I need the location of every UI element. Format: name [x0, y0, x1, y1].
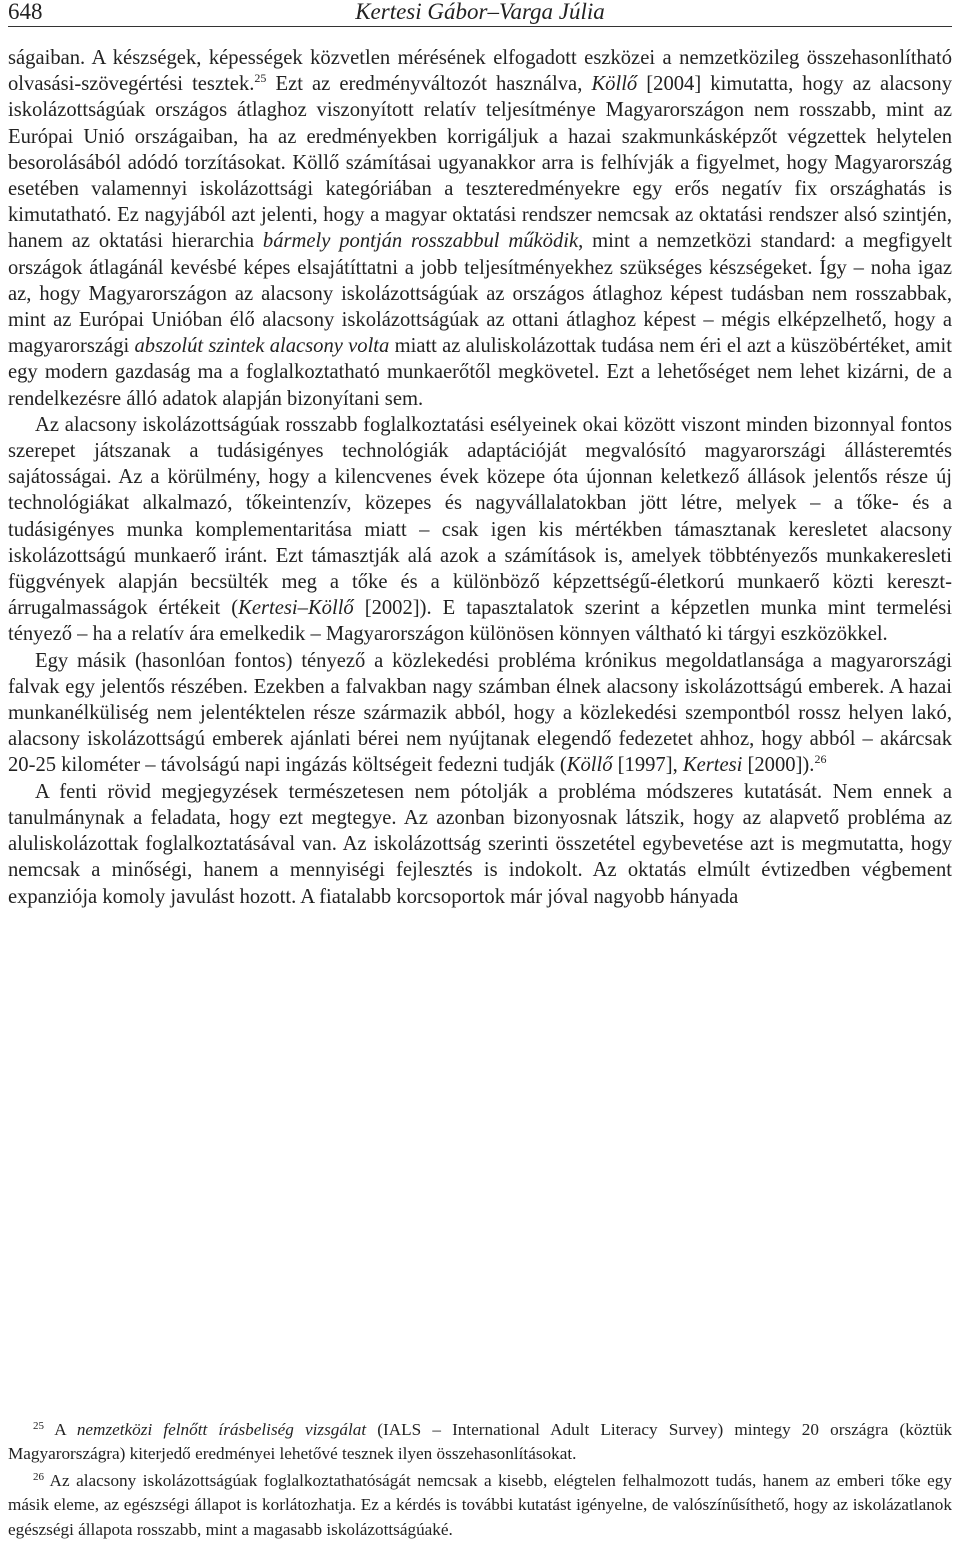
text-run: , mint a nemzetközi standard: a megfigyelt országok átlagánál kevésbé képes elsajátíttatni a jobb teljesítményekhez szükséges készségeket. Így – noha igaz az, hogy Magyarországon az alacsony iskolázottságúak az országos átlaghoz képest tudásban nem rosszabbak, mint az Európai Unióban élő alacsony iskolázottságúak az ottani átlaghoz képest – mégis elképzelhető, hogy a magyarországi — [8, 230, 953, 358]
author-citation: Köllő — [566, 754, 613, 777]
text-run: ságaiban. A készségek, képességek közvetlen mérésének elfogadott eszközei a nemzetközileg összehasonlítható olvasási-szövegértési tesztek. — [8, 47, 952, 96]
text-run: Az alacsony iskolázottságúak foglalkoztathatóságát nemcsak a kisebb, elégtelen felhalmozott tudás, hanem az emberi tőke egy másik eleme, az egészségi állapot is korlátozhatja. Ez a kérdés is további kutatást igényelne, de valószínűsíthető, hogy az iskolázatlanok egészségi állapota rosszabb, mint a magasabb iskolázottságúaké. — [8, 1470, 952, 1539]
text-run: miatt az aluliskolázottak tudása nem éri el azt a küszöbértéket, amit egy modern gazdaság ma a foglalkoztatható munkaerőtől megkövetel. Ezt a lehetőséget nem lehet kizárni, de a rendelkezésre álló adatok alapján bizonyítani sem. — [8, 335, 952, 410]
text-run: A — [44, 1420, 77, 1439]
footnote-number: 26 — [33, 1470, 44, 1483]
text-run: A fenti rövid megjegyzések természetesen nem pótolják a probléma módszeres kutatását. Nem ennek a tanulmánynak a feladata, hogy ezt megtegye. Az azonban bizonyosnak látszik, hogy az alapvető probléma az aluliskolázottak foglalkoztatásával van. Az iskolázottság szerinti összetétel egybevetése azt is megmutatta, hogy nemcsak a minőségi, hanem a mennyiségi fejlesztés is indokolt. Az oktatás elmúlt évtizedben végbement expanziója komoly javulást hozott. A fiatalabb korcsoportok már jóval nagyobb hányada — [8, 780, 952, 908]
text-run: (IALS – International Adult Literacy Survey) mintegy 20 országra (köztük Magyarországra) kiterjedő eredményei lehetővé tesznek ilyen összehasonlításokat. — [8, 1420, 953, 1464]
running-title: Kertesi Gábor–Varga Júlia — [355, 0, 605, 24]
paragraph-4 — [8, 779, 952, 910]
paragraph-1 — [8, 45, 952, 412]
text-run: Ezt az eredményváltozót használva, — [266, 73, 592, 96]
footnotes — [8, 1418, 952, 1542]
footnote-25 — [8, 1418, 952, 1467]
author-citation: Kertesi — [682, 754, 743, 777]
text-run: [1997], — [612, 754, 683, 777]
text-run: [2002]). E tapasztalatok szerint a képzetlen munka mint termelési tényező – ha a relatív ára emelkedik – Magyarországon különösen könnyen váltható ki tárgyi eszközökkel. — [8, 597, 952, 646]
emphasis: bármely pontján rosszabbul működik — [262, 230, 579, 253]
paragraph-2 — [8, 412, 952, 648]
emphasis: nemzetközi felnőtt írásbeliség vizsgálat — [76, 1420, 367, 1439]
author-citation: Köllő — [591, 73, 638, 96]
text-run: Az alacsony iskolázottságúak rosszabb foglalkoztatási esélyeinek okai között viszont minden bizonnyal fontos szerepet játszanak a tudásigényes technológiák adaptációját megvalósító magyarországi állásteremtés sajátosságai. Az a körülmény, hogy a kilencvenes évek közepe óta újonnan keletkező állások jelentős része új technológiákat alkalmazó, tőkeintenzív, közepes és nagyvállalatokban jött létre, melyek – a tőke- és a tudásigényes munka komplementaritása miatt – csak igen kis mértékben támasztanak keresletet alacsony iskolázottságú munkaerő iránt. Ezt támasztják alá azok a számítások is, amelyek többtényezős munkakeresleti függvények alapján becsülték meg a tőke és a különböző képzettségű-életkorú munkaerő közti kereszt-árrugalmasságok értékeit ( — [8, 413, 952, 620]
author-citation: Kertesi–Köllő — [238, 597, 354, 620]
paragraph-3 — [8, 648, 952, 779]
page-header — [8, 0, 952, 27]
emphasis: abszolút szintek alacsony volta — [134, 335, 390, 358]
text-run: [2004] kimutatta, hogy az alacsony iskolázottságúak országos átlaghoz viszonyított relatív teljesítménye Magyarországon nem rosszabb, mint az Európai Unió országaiban, ha az eredményekben korrigáljuk a hazai szakmunkásképzőt végzettek helytelen besorolásából adódó torzításokat. Köllő számításai ugyanakkor arra is felhívják a figyelmet, hogy Magyarország esetében valamennyi iskolázottsági kategóriában a teszteredményekre egy erős negatív fix országhatás is kimutatható. Ez nagyjából azt jelenti, hogy a magyar oktatási rendszer nemcsak az oktatási rendszer alsó szintjén, hanem az oktatási hierarchia — [8, 73, 953, 253]
text-run: Egy másik (hasonlóan fontos) tényező a közlekedési probléma krónikus megoldatlansága a magyarországi falvak egy jelentős részében. Ezekben a falvakban nagy számban élnek alacsony iskolázottságú emberek. A hazai munkanélküliség nem jelentéktelen része származik abból, hogy a közlekedési szempontból rossz helyen lakó, alacsony iskolázottságú emberek ajánlati bérei nem nyújtanak elegendő fedezetet ahhoz, hogy abból – akárcsak 20-25 kilométer – távolságú napi ingázás költségeit fedezni tudják ( — [8, 649, 952, 777]
footnote-number: 25 — [33, 1420, 44, 1432]
page-number: 648 — [8, 0, 43, 24]
footnote-26 — [8, 1469, 952, 1542]
body-text — [8, 45, 952, 910]
text-run: [2000]). — [742, 754, 815, 777]
footnote-ref-26: 26 — [814, 752, 827, 767]
footnote-ref-25: 25 — [254, 71, 267, 86]
